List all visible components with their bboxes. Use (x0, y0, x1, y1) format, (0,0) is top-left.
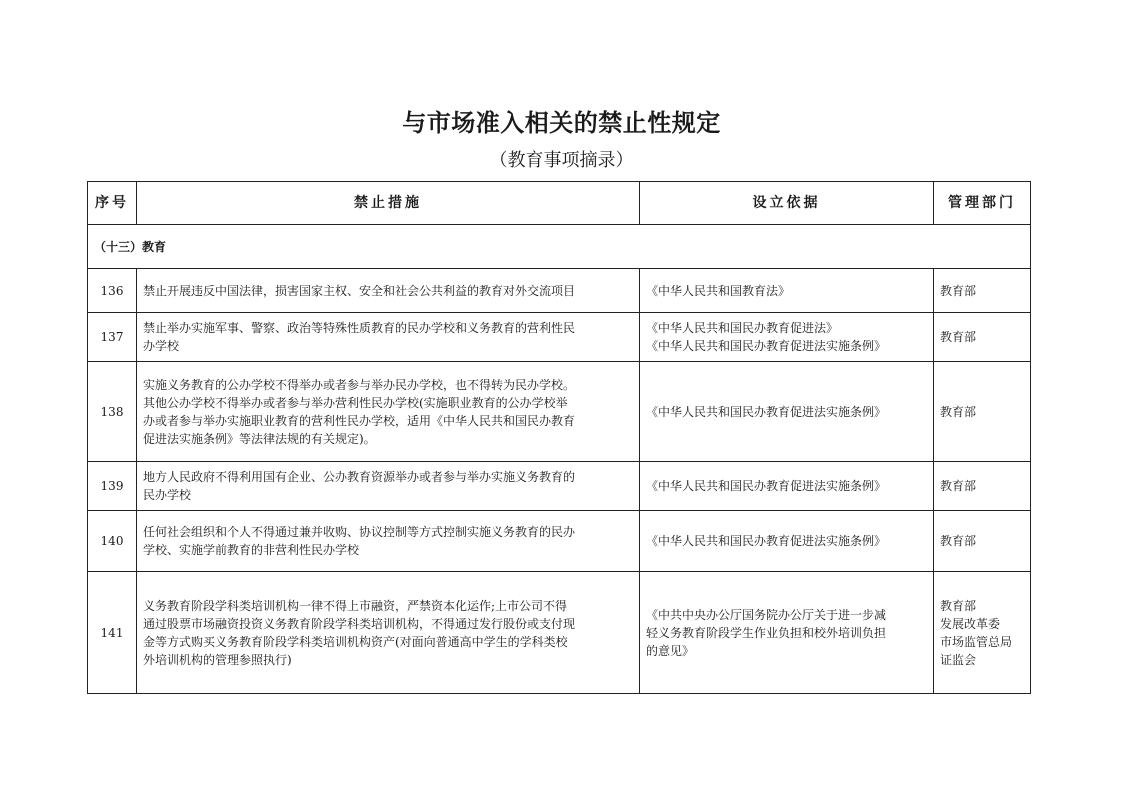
legal-basis-line: 轻义务教育阶段学生作业负担和校外培训负担 (646, 625, 887, 640)
prohibition-measure-line: 地方人民政府不得利用国有企业、公办教育资源举办或者参与举办实施义务教育的 (143, 470, 576, 484)
section-title: （十三）教育 (88, 225, 1031, 269)
legal-basis-line: 《中共中央办公厅国务院办公厅关于进一步减 (646, 607, 887, 622)
prohibition-measure-line: 金等方式购买义务教育阶段学科类培训机构资产(对面向普通高中学生的学科类校 (143, 634, 568, 649)
legal-basis (640, 511, 934, 572)
table-row (88, 313, 1031, 362)
row-number: 136 (88, 269, 137, 313)
prohibition-measure-line: 实施义务教育的公办学校不得举办或者参与举办民办学校，也不得转为民办学校。 (143, 377, 576, 392)
legal-basis-line: 《中华人民共和国民办教育促进法》 (646, 321, 839, 335)
legal-basis (640, 462, 934, 511)
prohibition-measure (137, 362, 640, 462)
managing-department-line: 教育部 (940, 479, 977, 493)
managing-department-line: 教育部 (940, 330, 977, 344)
managing-department-line: 教育部 (940, 283, 977, 298)
table-row (88, 511, 1031, 572)
prohibition-measure-line: 通过股票市场融资投资义务教育阶段学科类培训机构，不得通过发行股份或支付现 (143, 616, 576, 631)
prohibition-measure-line: 促进法实施条例》等法律法规的有关规定)。 (143, 431, 376, 446)
legal-basis-line: 《中华人民共和国民办教育促进法实施条例》 (646, 339, 887, 353)
header-no: 序号 (88, 182, 137, 225)
legal-basis-line: 《中华人民共和国民办教育促进法实施条例》 (646, 404, 887, 419)
row-number: 139 (88, 462, 137, 511)
managing-department-line: 市场监管总局 (940, 634, 1013, 649)
managing-department-line: 教育部 (940, 598, 977, 613)
prohibition-measure-line: 禁止开展违反中国法律，损害国家主权、安全和社会公共利益的教育对外交流项目 (143, 283, 576, 298)
prohibition-measure-line: 任何社会组织和个人不得通过兼并收购、协议控制等方式控制实施义务教育的民办 (143, 525, 576, 539)
row-number: 137 (88, 313, 137, 362)
header-measure: 禁止措施 (137, 182, 640, 225)
managing-department (934, 362, 1031, 462)
legal-basis-line: 《中华人民共和国民办教育促进法实施条例》 (646, 479, 887, 493)
prohibition-measure (137, 313, 640, 362)
table-row (88, 362, 1031, 462)
managing-department-line: 发展改革委 (940, 616, 1001, 631)
prohibition-measure-line: 其他公办学校不得举办或者参与举办营利性民办学校(实施职业教育的公办学校举 (143, 395, 568, 410)
prohibition-measure (137, 462, 640, 511)
managing-department (934, 572, 1031, 694)
prohibition-measure-line: 义务教育阶段学科类培训机构一律不得上市融资，严禁资本化运作;上市公司不得 (143, 598, 568, 613)
regulations-table (87, 181, 1031, 694)
prohibition-measure-line: 办或者参与举办实施职业教育的营利性民办学校，适用《中华人民共和国民办教育 (143, 413, 576, 428)
managing-department (934, 462, 1031, 511)
managing-department (934, 269, 1031, 313)
managing-department-line: 教育部 (940, 534, 977, 548)
managing-department-line: 证监会 (940, 652, 977, 667)
legal-basis (640, 313, 934, 362)
managing-department-line: 教育部 (940, 404, 977, 419)
legal-basis-line: 的意见》 (646, 643, 695, 658)
prohibition-measure (137, 511, 640, 572)
table-row (88, 572, 1031, 694)
table-row (88, 462, 1031, 511)
page-subtitle: （教育事项摘录） (489, 150, 634, 171)
prohibition-measure (137, 269, 640, 313)
legal-basis (640, 269, 934, 313)
prohibition-measure-line: 外培训机构的管理参照执行) (143, 652, 292, 667)
legal-basis-line: 《中华人民共和国教育法》 (646, 283, 791, 298)
prohibition-measure-line: 民办学校 (143, 488, 192, 502)
row-number: 138 (88, 362, 137, 462)
header-dept: 管理部门 (934, 182, 1031, 225)
section-row (88, 225, 1031, 269)
header-basis: 设立依据 (640, 182, 934, 225)
prohibition-measure-line: 学校、实施学前教育的非营利性民办学校 (143, 543, 360, 557)
table-header-row (88, 182, 1031, 225)
legal-basis-line: 《中华人民共和国民办教育促进法实施条例》 (646, 534, 887, 548)
table-row (88, 269, 1031, 313)
row-number: 140 (88, 511, 137, 572)
prohibition-measure-line: 禁止举办实施军事、警察、政治等特殊性质教育的民办学校和义务教育的营利性民 (143, 321, 576, 335)
row-number: 141 (88, 572, 137, 694)
legal-basis (640, 362, 934, 462)
managing-department (934, 313, 1031, 362)
prohibition-measure (137, 572, 640, 694)
prohibition-measure-line: 办学校 (143, 339, 180, 353)
legal-basis (640, 572, 934, 694)
managing-department (934, 511, 1031, 572)
page-title: 与市场准入相关的禁止性规定 (402, 109, 721, 137)
